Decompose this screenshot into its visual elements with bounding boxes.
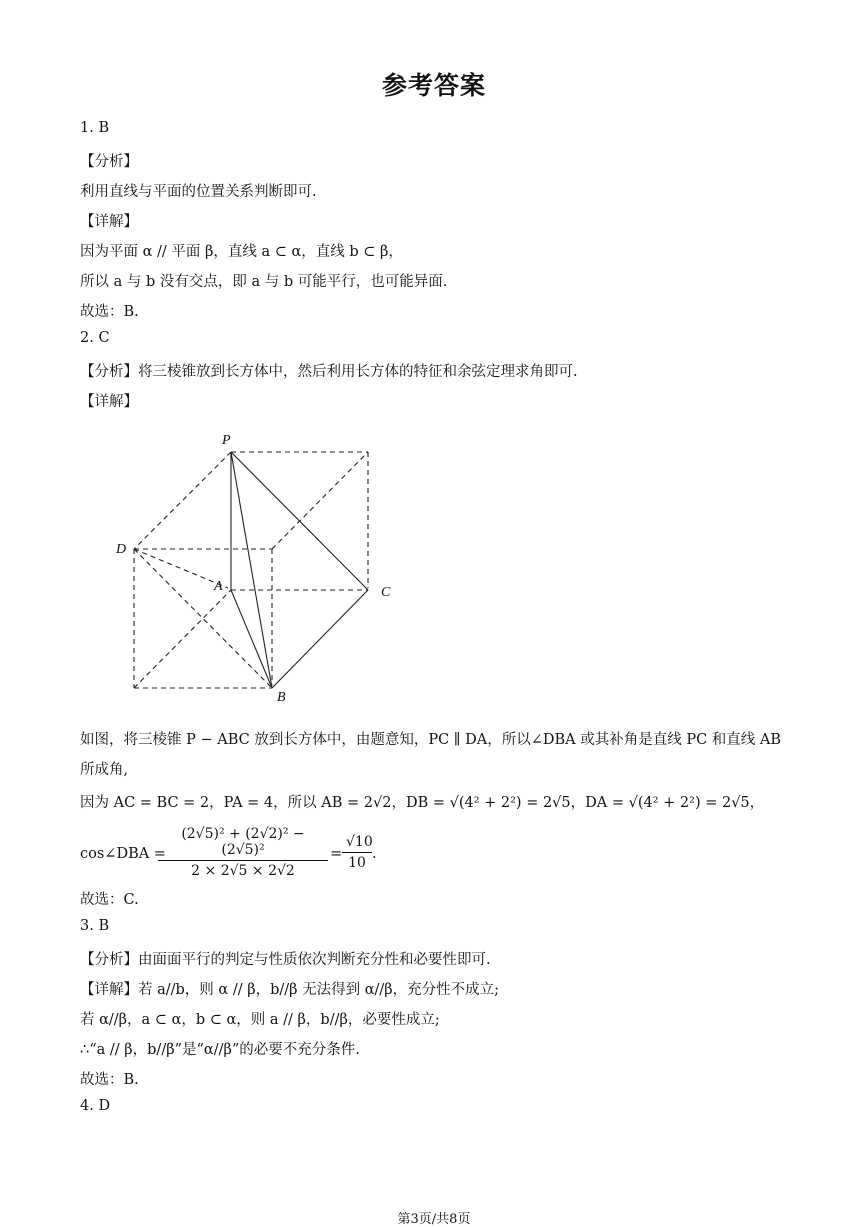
cuboid-figure <box>0 420 868 720</box>
q3-analysis: 【分析】由面面平行的判定与性质依次判断充分性和必要性即可. <box>80 952 491 968</box>
q3-detail-line2: 若 α//β，a ⊂ α，b ⊂ α，则 a // β，b//β，必要性成立; <box>80 1012 440 1028</box>
cos-result-den: 10 <box>348 855 366 871</box>
q1-choice: 故选：B. <box>80 304 139 320</box>
q2-text-line3: 因为 AC = BC = 2，PA = 4，所以 AB = 2√2，DB = √(4² + 2²) = 2√5，DA = √(4² + 2²) = 2√5， <box>80 795 765 811</box>
cos-fraction <box>158 826 328 879</box>
label-p: P <box>222 433 231 448</box>
q1-analysis-text: 利用直线与平面的位置关系判断即可. <box>80 184 317 200</box>
label-c: C <box>381 585 391 600</box>
cos-equals: = <box>330 846 343 862</box>
q4-number: 4. D <box>80 1098 111 1114</box>
q1-number: 1. B <box>80 120 110 136</box>
cos-result-num: √10 <box>342 834 372 853</box>
label-a: A <box>214 579 223 594</box>
page-footer: 第3页/共8页 <box>397 1212 471 1227</box>
q1-detail-line1: 因为平面 α // 平面 β，直线 a ⊂ α，直线 b ⊂ β， <box>80 244 403 260</box>
q2-text-line2: 所成角, <box>80 762 129 778</box>
q2-analysis: 【分析】将三棱锥放到长方体中，然后利用长方体的特征和余弦定理求角即可. <box>80 364 578 380</box>
q1-detail-label: 【详解】 <box>80 214 138 230</box>
q1-detail-line2: 所以 a 与 b 没有交点，即 a 与 b 可能平行，也可能异面. <box>80 274 448 290</box>
q2-choice: 故选：C. <box>80 892 139 908</box>
q1-analysis-label: 【分析】 <box>80 154 138 170</box>
q3-number: 3. B <box>80 918 110 934</box>
q2-text-line1: 如图，将三棱锥 P − ABC 放到长方体中，由题意知，PC ∥ DA，所以∠DBA 或其补角是直线 PC 和直线 AB <box>80 732 782 748</box>
label-d: D <box>116 542 127 557</box>
cos-tail: . <box>372 846 377 862</box>
label-b: B <box>277 690 286 705</box>
page-title: 参考答案 <box>381 71 486 100</box>
cos-result <box>342 834 372 871</box>
cos-numerator: (2√5)² + (2√2)² − (2√5)² <box>158 826 328 861</box>
cos-label: cos∠DBA = <box>80 846 166 862</box>
q3-detail-line1: 【详解】若 a//b，则 α // β，b//β 无法得到 α//β，充分性不成立; <box>80 982 500 998</box>
cos-denominator: 2 × 2√5 × 2√2 <box>191 863 295 879</box>
q3-detail-line3: ∴“a // β，b//β”是“α//β”的必要不充分条件. <box>80 1042 360 1058</box>
q2-number: 2. C <box>80 330 110 346</box>
q3-choice: 故选：B. <box>80 1072 139 1088</box>
q2-detail-label: 【详解】 <box>80 394 138 410</box>
